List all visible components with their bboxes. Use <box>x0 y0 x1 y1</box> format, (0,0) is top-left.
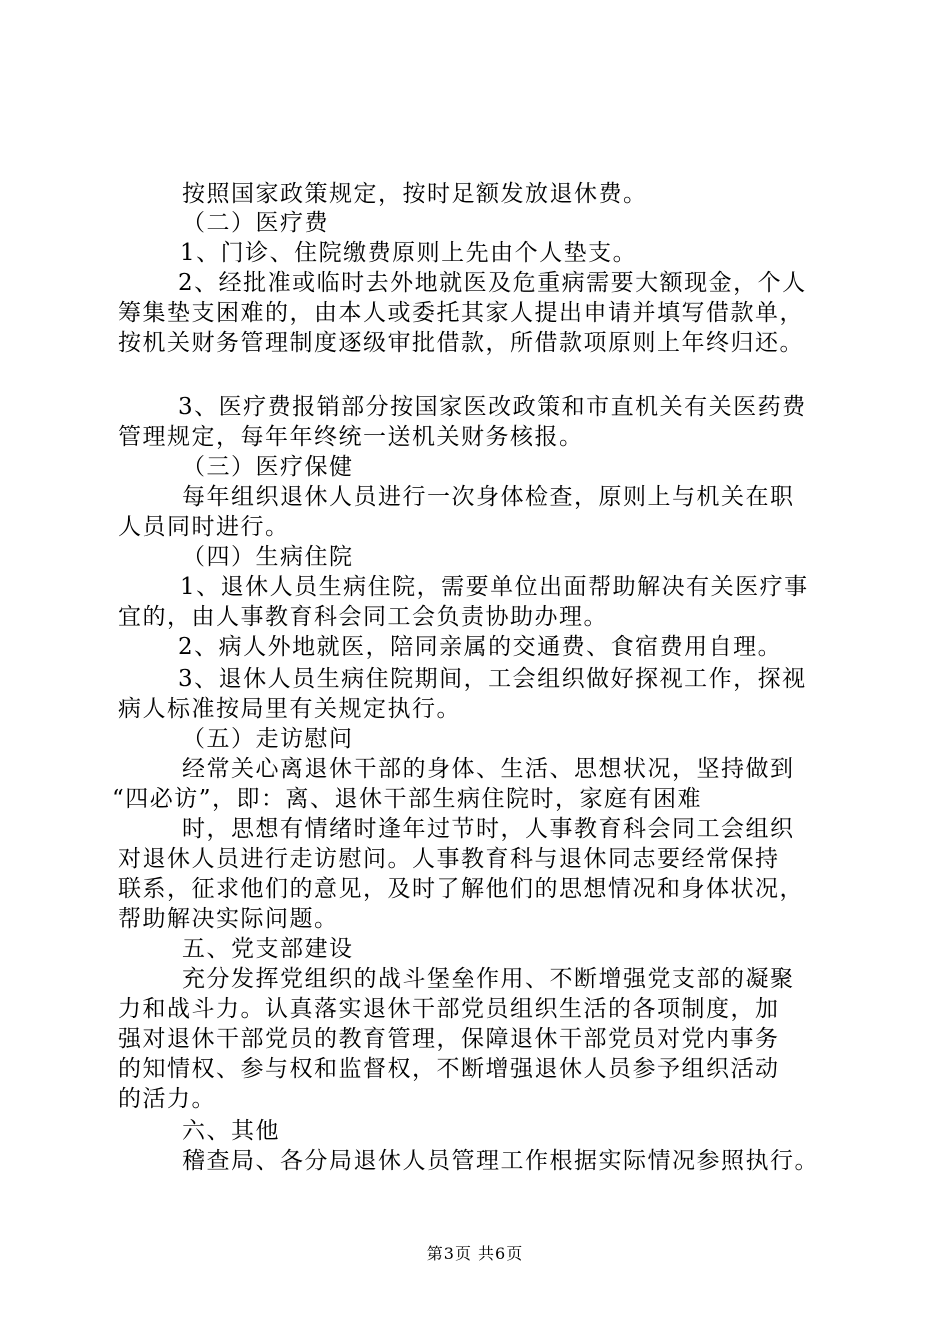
text-line: 人员同时进行。 <box>118 514 290 540</box>
text-line: 的活力。 <box>118 1086 216 1112</box>
text-line: 时，思想有情绪时逢年过节时，人事教育科会同工会组织 <box>182 816 795 842</box>
section-heading: 五、党支部建设 <box>182 936 354 962</box>
text-line: “四必访”，即：离、退休干部生病住院时，家庭有困难 <box>112 786 703 812</box>
text-line: 每年组织退休人员进行一次身体检查，原则上与机关在职 <box>182 484 795 510</box>
section-heading: （五）走访慰问 <box>182 726 354 752</box>
text-line: 2、病人外地就医，陪同亲属的交通费、食宿费用自理。 <box>178 634 783 660</box>
text-line: 帮助解决实际问题。 <box>118 906 339 932</box>
text-line: 宜的，由人事教育科会同工会负责协助办理。 <box>118 604 608 630</box>
text-line: 病人标准按局里有关规定执行。 <box>118 696 461 722</box>
text-line: 1、退休人员生病住院，需要单位出面帮助解决有关医疗事 <box>180 574 809 600</box>
page-number-footer: 第3页 共6页 <box>426 1244 524 1263</box>
text-line: 稽查局、各分局退休人员管理工作根据实际情况参照执行。 <box>182 1148 819 1174</box>
text-line: 2、经批准或临时去外地就医及危重病需要大额现金，个人 <box>178 270 807 296</box>
text-line: 按照国家政策规定，按时足额发放退休费。 <box>182 181 648 207</box>
text-line: 力和战斗力。认真落实退休干部党员组织生活的各项制度，加 <box>118 996 780 1022</box>
section-heading: （二）医疗费 <box>182 210 329 236</box>
text-line: 充分发挥党组织的战斗堡垒作用、不断增强党支部的凝聚 <box>182 966 795 992</box>
section-heading: （四）生病住院 <box>182 544 354 570</box>
text-line: 1、门诊、住院缴费原则上先由个人垫支。 <box>180 240 638 266</box>
section-heading: 六、其他 <box>182 1118 280 1144</box>
text-line: 联系，征求他们的意见，及时了解他们的思想情况和身体状况， <box>118 876 804 902</box>
text-line: 对退休人员进行走访慰问。人事教育科与退休同志要经常保持 <box>118 846 780 872</box>
text-line: 经常关心离退休干部的身体、生活、思想状况，坚持做到 <box>182 756 795 782</box>
text-line: 筹集垫支困难的，由本人或委托其家人提出申请并填写借款单， <box>118 300 804 326</box>
section-heading: （三）医疗保健 <box>182 454 354 480</box>
text-line: 3、退休人员生病住院期间，工会组织做好探视工作，探视 <box>178 666 807 692</box>
text-line: 3、医疗费报销部分按国家医改政策和市直机关有关医药费 <box>178 394 807 420</box>
text-line: 管理规定，每年年终统一送机关财务核报。 <box>118 424 584 450</box>
text-line: 的知情权、参与权和监督权，不断增强退休人员参予组织活动 <box>118 1056 780 1082</box>
text-line: 强对退休干部党员的教育管理，保障退休干部党员对党内事务 <box>118 1026 780 1052</box>
text-line: 按机关财务管理制度逐级审批借款，所借款项原则上年终归还。 <box>118 330 804 356</box>
